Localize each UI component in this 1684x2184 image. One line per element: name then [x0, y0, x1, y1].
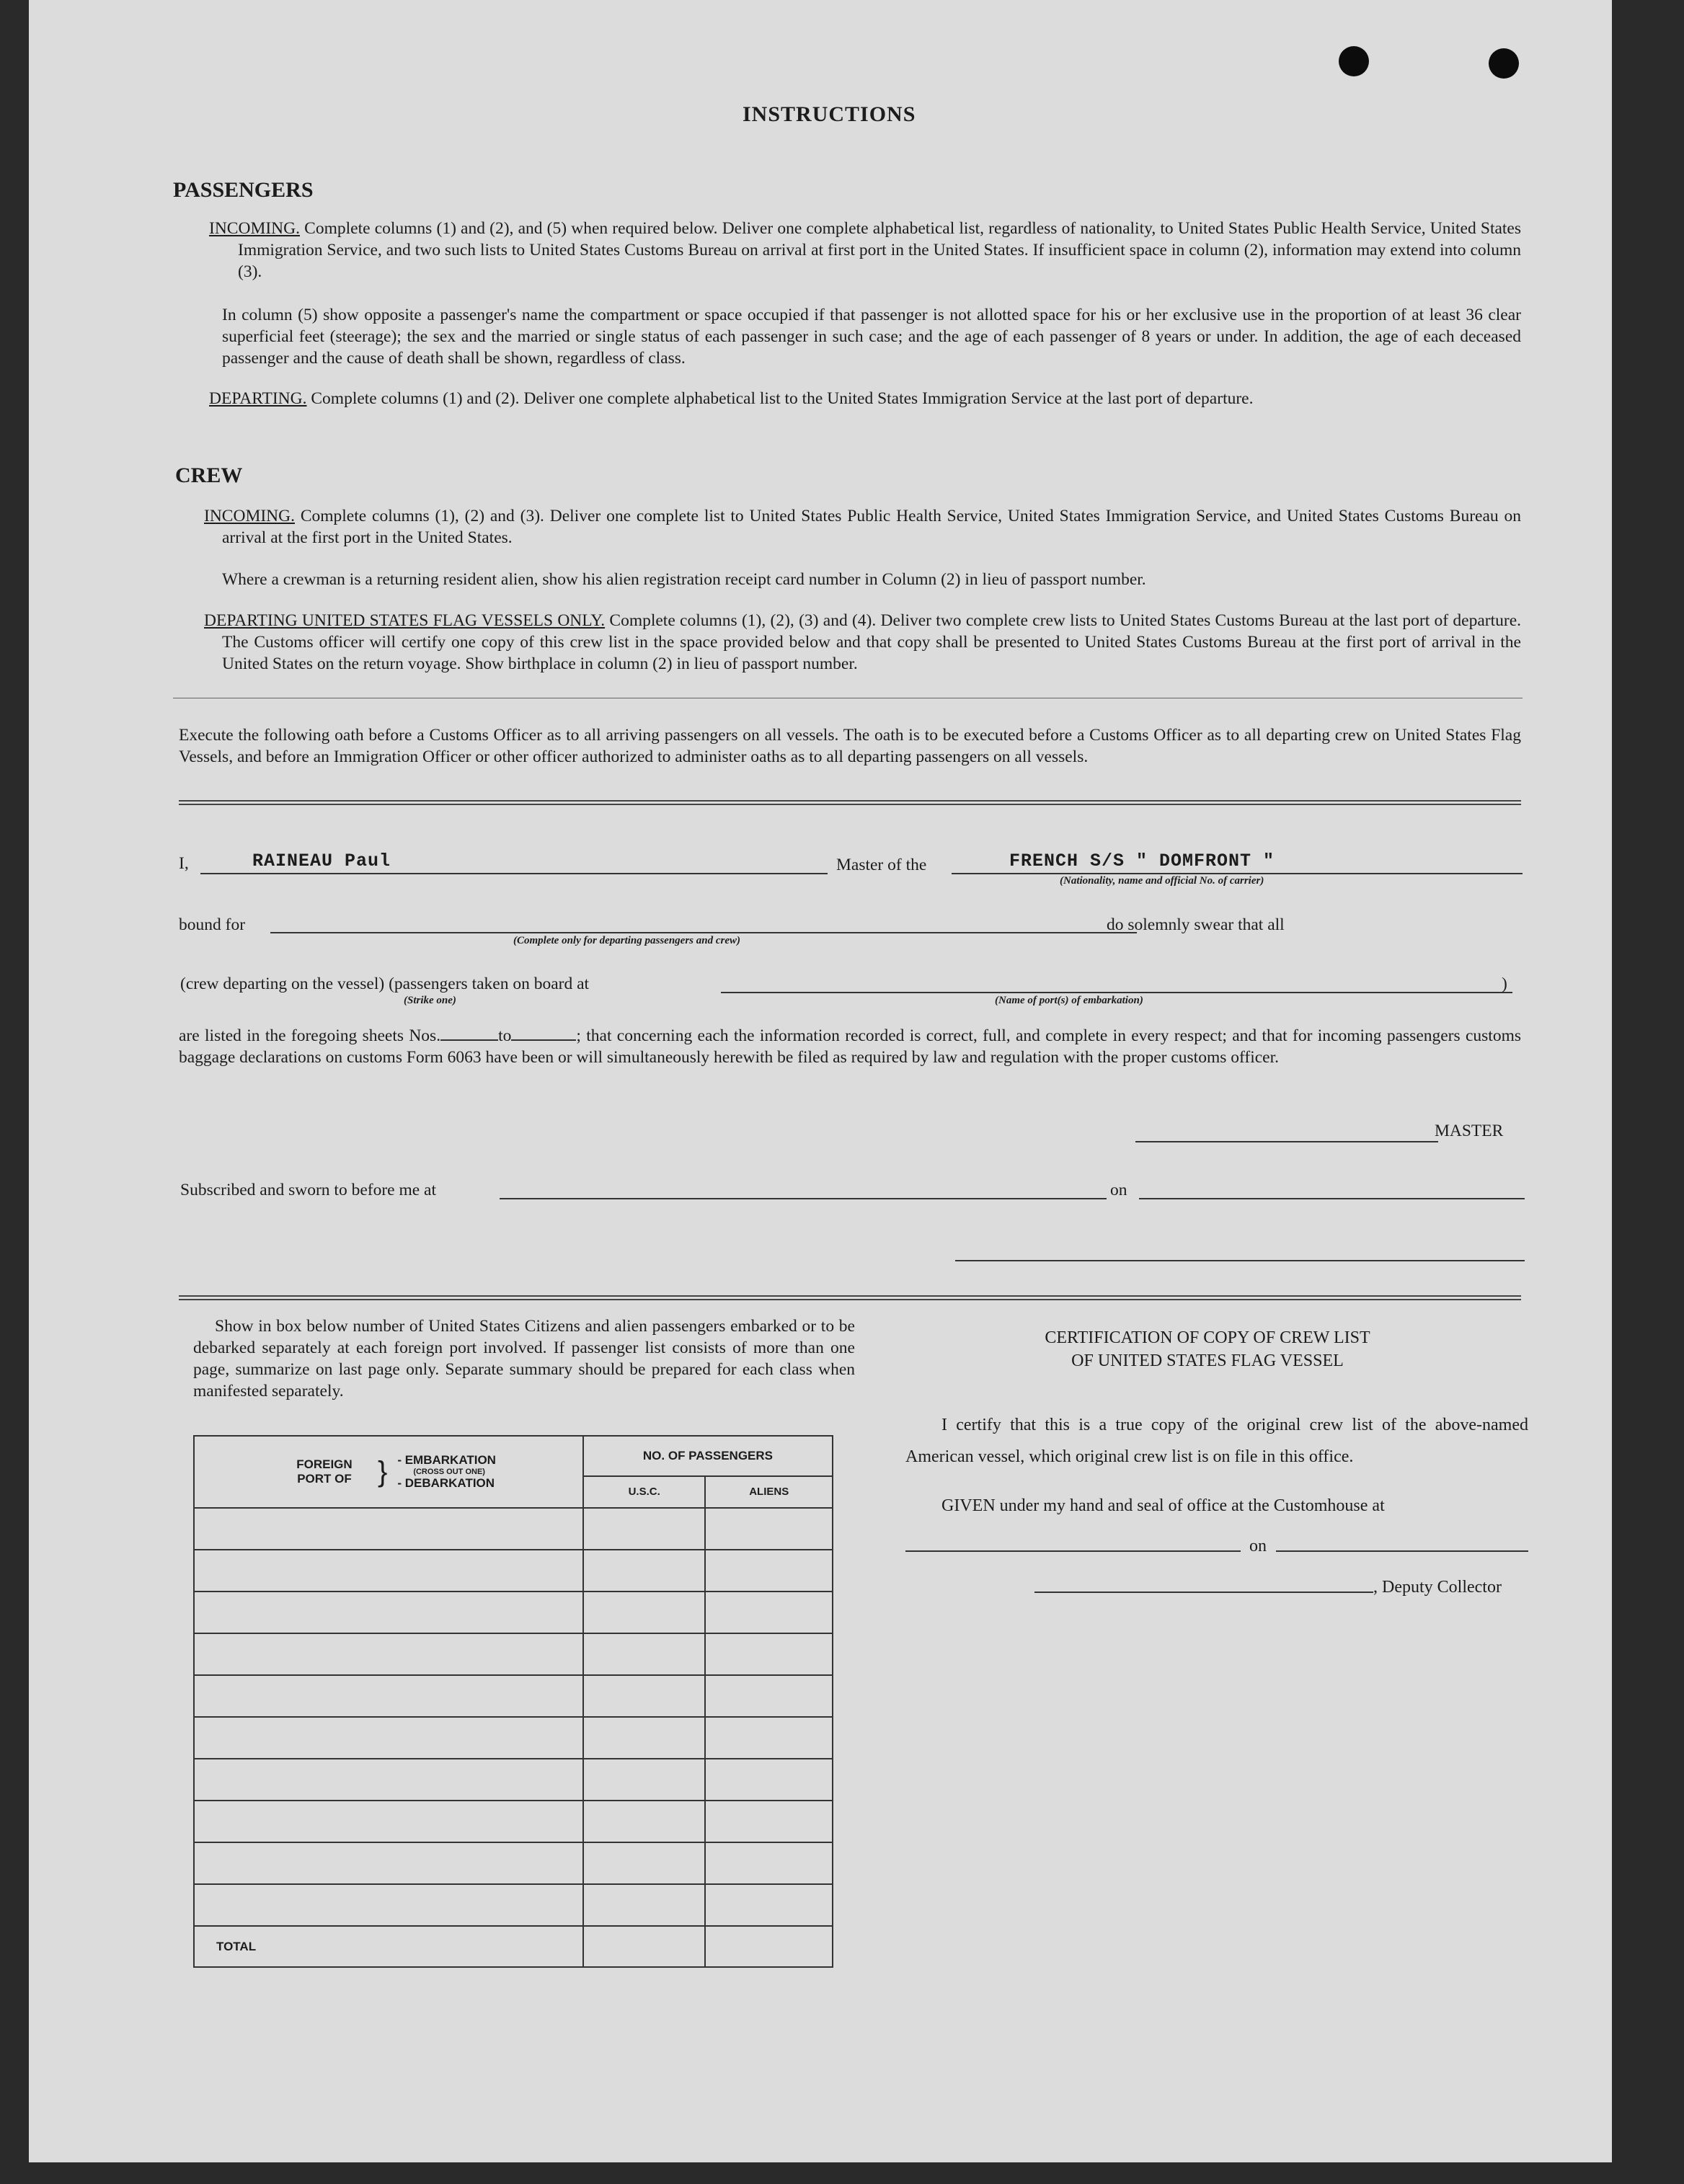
vessel-line[interactable]	[952, 873, 1523, 874]
cert-given-text: GIVEN under my hand and seal of office at the Customhouse at	[941, 1496, 1385, 1515]
cert-text: I certify that this is a true copy of the original crew list of the above-named American vessel, which original crew list is on file in this office.	[905, 1416, 1528, 1466]
vessel-caption: (Nationality, name and official No. of carrier)	[1060, 875, 1264, 887]
col-port: FOREIGN PORT OF	[296, 1457, 353, 1486]
aliens-cell[interactable]	[705, 1633, 833, 1675]
aliens-cell[interactable]	[705, 1842, 833, 1884]
cert-on-label: on	[1249, 1537, 1267, 1555]
table-row	[194, 1884, 833, 1926]
port-cell[interactable]	[194, 1717, 583, 1759]
port-cell[interactable]	[194, 1884, 583, 1926]
oath-intro: Execute the following oath before a Customs Officer as to all arriving passengers on all vessels. The oath is to be executed before a Customs Officer as to all departing crew on United States Flag Vessels, and before an Immigration Officer or other officer authorized to administer oaths as to all departing passengers on all vessels.	[179, 726, 1521, 766]
double-rule	[179, 800, 1521, 805]
total-label: TOTAL	[194, 1926, 583, 1967]
deputy-label: , Deputy Collector	[1373, 1578, 1502, 1597]
punch-hole	[1339, 46, 1369, 76]
cert-place-line[interactable]	[905, 1550, 1241, 1552]
col-usc: U.S.C.	[583, 1476, 706, 1508]
table-row	[194, 1801, 833, 1842]
listed-paragraph	[179, 1025, 1521, 1068]
to-label: to	[498, 1026, 512, 1045]
subscribed-date-line[interactable]	[1139, 1198, 1525, 1199]
col-aliens: ALIENS	[705, 1476, 833, 1508]
usc-cell[interactable]	[583, 1717, 706, 1759]
ports-caption: (Name of port(s) of embarkation)	[995, 995, 1143, 1006]
total-aliens-cell[interactable]	[705, 1926, 833, 1967]
aliens-cell[interactable]	[705, 1717, 833, 1759]
usc-cell[interactable]	[583, 1592, 706, 1633]
crew-resident: Where a crewman is a returning resident alien, show his alien registration receipt card number in Column (2) in lieu of passport number.	[222, 570, 1146, 589]
deputy-signature-line[interactable]	[1034, 1592, 1373, 1593]
crew-incoming-label: INCOMING.	[204, 507, 295, 525]
aliens-cell[interactable]	[705, 1675, 833, 1717]
close-paren: )	[1502, 975, 1507, 993]
passenger-summary-table	[193, 1435, 833, 1968]
port-cell[interactable]	[194, 1592, 583, 1633]
usc-cell[interactable]	[583, 1759, 706, 1801]
bound-for-label: bound for	[179, 915, 246, 934]
master-signature-line[interactable]	[1135, 1141, 1438, 1142]
table-row	[194, 1675, 833, 1717]
usc-cell[interactable]	[583, 1633, 706, 1675]
col-debark: - DEBARKATION	[397, 1476, 495, 1490]
sheet-from-blank[interactable]	[440, 1039, 498, 1041]
strike-caption: (Strike one)	[404, 995, 456, 1006]
departing-label: DEPARTING.	[209, 389, 307, 408]
aliens-cell[interactable]	[705, 1550, 833, 1592]
col-passengers: NO. OF PASSENGERS	[583, 1436, 833, 1476]
cert-date-line[interactable]	[1276, 1550, 1528, 1552]
table-row	[194, 1592, 833, 1633]
crew-incoming-text: Complete columns (1), (2) and (3). Deliver one complete list to United States Public Health Service, United States Immigration Service, and United States Customs Bureau on arrival at the first port in the United States.	[222, 507, 1521, 547]
subscribed-label: Subscribed and sworn to before me at	[180, 1181, 437, 1199]
incoming-text: Complete columns (1) and (2), and (5) when required below. Deliver one complete alphabetical list, regardless of nationality, to United States Public Health Service, United States Immigration Service, and two such lists to United States Customs Bureau on arrival at first port in the United States. If insufficient space in column (2), information may extend into column (3).	[238, 219, 1522, 281]
punch-hole	[1489, 48, 1519, 79]
aliens-cell[interactable]	[705, 1759, 833, 1801]
port-cell[interactable]	[194, 1759, 583, 1801]
listed-text: ; that concerning each the information recorded is correct, full, and complete in every respect; and that for incoming passengers customs baggage declarations on customs Form 6063 have been or will simultaneously herewith be filed as required by law and regulation with the proper customs officer.	[179, 1026, 1522, 1067]
crew-incoming	[204, 505, 1521, 549]
table-row	[194, 1717, 833, 1759]
master-name-line[interactable]	[200, 873, 828, 874]
port-cell[interactable]	[194, 1842, 583, 1884]
page-title: INSTRUCTIONS	[743, 102, 916, 126]
col-embark: - EMBARKATION	[397, 1453, 496, 1467]
bound-caption: (Complete only for departing passengers and crew)	[513, 935, 740, 946]
table-row	[194, 1759, 833, 1801]
port-cell[interactable]	[194, 1675, 583, 1717]
officer-signature-line[interactable]	[955, 1260, 1525, 1261]
summary-instructions: Show in box below number of United States Citizens and alien passengers embarked or to be debarked separately at each foreign port involved. If passenger list consists of more than one page, summarize on last page only. Separate summary should be prepared for each class when manifested separately.	[193, 1317, 855, 1400]
port-cell[interactable]	[194, 1550, 583, 1592]
cert-heading-1: CERTIFICATION OF COPY OF CREW LIST	[1045, 1328, 1370, 1347]
table-row	[194, 1508, 833, 1550]
table-row	[194, 1842, 833, 1884]
master-name[interactable]: RAINEAU Paul	[252, 851, 391, 871]
header-port-type: FOREIGN PORT OF } - EMBARKATION (CROSS OUT ONE) - DEBARKATION	[194, 1436, 583, 1508]
aliens-cell[interactable]	[705, 1884, 833, 1926]
port-cell[interactable]	[194, 1508, 583, 1550]
listed-label: are listed in the foregoing sheets Nos.	[179, 1026, 441, 1045]
swear-label: do solemnly swear that all	[1107, 915, 1285, 934]
vessel-name[interactable]: FRENCH S/S " DOMFRONT "	[1009, 851, 1275, 871]
cert-heading-2: OF UNITED STATES FLAG VESSEL	[1071, 1351, 1344, 1370]
port-cell[interactable]	[194, 1633, 583, 1675]
col-crossout: (CROSS OUT ONE)	[413, 1468, 485, 1476]
usc-cell[interactable]	[583, 1842, 706, 1884]
document-page	[29, 0, 1612, 2162]
usc-cell[interactable]	[583, 1550, 706, 1592]
crew-departing-option: (crew departing on the vessel) (passengers taken on board at	[180, 975, 590, 993]
subscribed-place-line[interactable]	[500, 1198, 1107, 1199]
crew-heading: CREW	[175, 463, 243, 487]
crew-departing-label: DEPARTING UNITED STATES FLAG VESSELS ONLY.	[204, 611, 606, 630]
i-label: I,	[179, 854, 189, 873]
aliens-cell[interactable]	[705, 1801, 833, 1842]
total-usc-cell[interactable]	[583, 1926, 706, 1967]
passengers-incoming	[209, 218, 1521, 283]
bound-for-line[interactable]	[270, 932, 1137, 933]
passengers-column5: In column (5) show opposite a passenger's name the compartment or space occupied if that passenger is not allotted space for his or her exclusive use in the proportion of at least 36 clear superficial feet (steerage); the sex and the married or single status of each passenger in such case; and the age of each passenger of 8 years or under. In addition, the age of each deceased passenger and the cause of death shall be shown, regardless of class.	[222, 306, 1521, 368]
aliens-cell[interactable]	[705, 1508, 833, 1550]
subscribed-on-label: on	[1110, 1181, 1127, 1199]
embark-ports-line[interactable]	[721, 992, 1512, 993]
table-row	[194, 1633, 833, 1675]
aliens-cell[interactable]	[705, 1592, 833, 1633]
master-label: MASTER	[1435, 1122, 1504, 1140]
port-cell[interactable]	[194, 1801, 583, 1842]
certification-heading	[887, 1326, 1528, 1372]
crew-departing	[204, 610, 1521, 675]
total-row	[194, 1926, 833, 1967]
table-row	[194, 1550, 833, 1592]
departing-text: Complete columns (1) and (2). Deliver one complete alphabetical list to the United States Immigration Service at the last port of departure.	[311, 389, 1254, 408]
usc-cell[interactable]	[583, 1675, 706, 1717]
usc-cell[interactable]	[583, 1801, 706, 1842]
master-of-label: Master of the	[836, 856, 927, 874]
crew-departing-text: Complete columns (1), (2), (3) and (4). Deliver two complete crew lists to United States Customs Bureau at the last port of departure. The Customs officer will certify one copy of this crew list in the space provided below and that copy shall be presented to United States Customs Bureau at the first port of arrival in the United States on the return voyage. Show birthplace in column (2) in lieu of passport number.	[222, 611, 1521, 673]
passengers-departing	[209, 388, 1521, 409]
sheet-to-blank[interactable]	[511, 1039, 576, 1041]
passengers-heading: PASSENGERS	[173, 178, 314, 202]
usc-cell[interactable]	[583, 1884, 706, 1926]
usc-cell[interactable]	[583, 1508, 706, 1550]
double-rule	[179, 1295, 1521, 1300]
incoming-label: INCOMING.	[209, 219, 300, 238]
